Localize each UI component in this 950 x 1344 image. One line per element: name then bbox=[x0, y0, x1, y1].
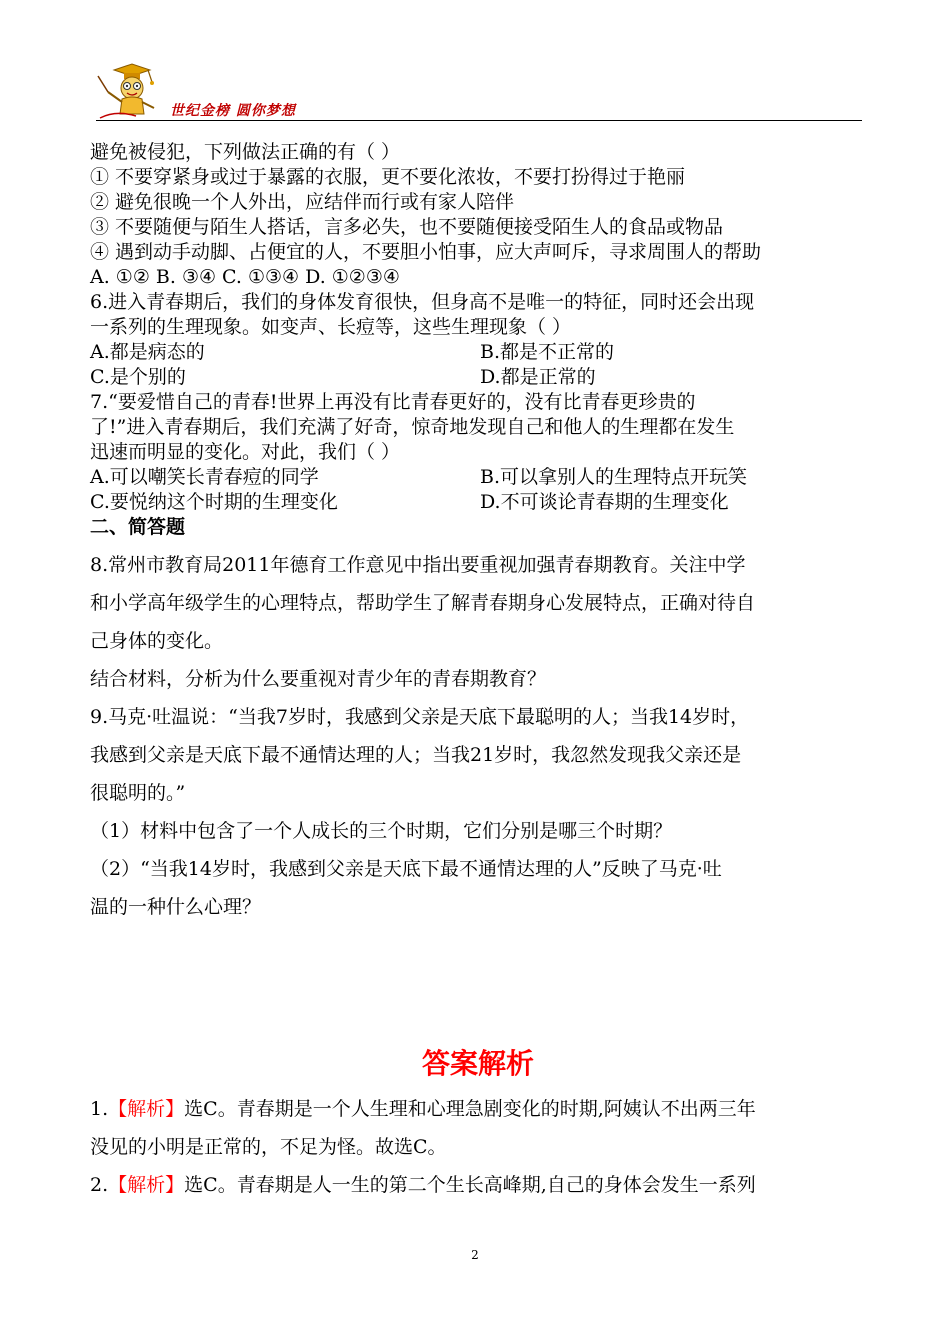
document-body bbox=[90, 140, 866, 1204]
answer-1 bbox=[90, 1090, 866, 1128]
choice-row bbox=[90, 340, 866, 365]
question-6 bbox=[90, 290, 866, 390]
choice-d: D.都是正常的 bbox=[480, 366, 596, 388]
header-slogan: 世纪金榜 圆你梦想 bbox=[170, 103, 296, 119]
question-8 bbox=[90, 546, 866, 698]
answer-choices: A. ①② B. ③④ C. ①③④ D. ①②③④ bbox=[90, 266, 400, 288]
question-5-continuation bbox=[90, 140, 866, 290]
sub-question-2-cont: 温的一种什么心理？ bbox=[90, 896, 262, 918]
question-prompt: 结合材料，分析为什么要重视对青少年的青春期教育？ bbox=[90, 668, 547, 690]
doctor-mascot-logo-icon bbox=[96, 62, 168, 120]
question-text: 己身体的变化。 bbox=[90, 630, 224, 652]
choice-d: D.不可谈论青春期的生理变化 bbox=[480, 491, 729, 513]
answer-text: 选C。青春期是一个人生理和心理急剧变化的时期,阿姨认不出两三年 bbox=[184, 1098, 756, 1120]
choice-a: A.可以嘲笑长青春痘的同学 bbox=[90, 466, 319, 488]
answer-number: 2. bbox=[90, 1174, 109, 1196]
choice-b: B.都是不正常的 bbox=[480, 341, 615, 363]
answers-title: 答案解析 bbox=[421, 1047, 534, 1080]
choice-c: C.是个别的 bbox=[90, 366, 186, 388]
statement-2: ② 避免很晚一个人外出，应结伴而行或有家人陪伴 bbox=[90, 191, 515, 213]
choice-row bbox=[90, 365, 866, 390]
answer-2 bbox=[90, 1166, 866, 1204]
page-header bbox=[96, 62, 862, 122]
section-heading-short-answer: 二、简答题 bbox=[90, 516, 186, 538]
choice-row bbox=[90, 465, 866, 490]
question-text: 和小学高年级学生的心理特点，帮助学生了解青春期身心发展特点，正确对待自 bbox=[90, 592, 756, 614]
question-text: 8.常州市教育局2011年德育工作意见中指出要重视加强青春期教育。关注中学 bbox=[90, 554, 746, 576]
answer-text: 选C。青春期是人一生的第二个生长高峰期,自己的身体会发生一系列 bbox=[184, 1174, 756, 1196]
choice-c: C.要悦纳这个时期的生理变化 bbox=[90, 491, 338, 513]
question-text: 9.马克·吐温说：“当我7岁时，我感到父亲是天底下最聪明的人；当我14岁时， bbox=[90, 706, 750, 728]
question-stem: 避免被侵犯，下列做法正确的有（ ） bbox=[90, 141, 401, 163]
analysis-tag: 【解析】 bbox=[108, 1098, 185, 1120]
answer-number: 1. bbox=[90, 1098, 109, 1120]
answer-explanations bbox=[90, 1090, 866, 1204]
page-number: 2 bbox=[471, 1248, 479, 1262]
question-9 bbox=[90, 698, 866, 926]
choice-b: B.可以拿别人的生理特点开玩笑 bbox=[480, 466, 748, 488]
question-text: 很聪明的。” bbox=[90, 782, 186, 804]
statement-1: ① 不要穿紧身或过于暴露的衣服，更不要化浓妆，不要打扮得过于艳丽 bbox=[90, 166, 686, 188]
answer-1-cont: 没见的小明是正常的，不足为怪。故选C。 bbox=[90, 1136, 447, 1158]
question-text: 了!”进入青春期后，我们充满了好奇，惊奇地发现自己和他人的生理都在发生 bbox=[90, 416, 735, 438]
sub-question-1: （1）材料中包含了一个人成长的三个时期，它们分别是哪三个时期？ bbox=[90, 820, 673, 842]
question-text: 我感到父亲是天底下最不通情达理的人；当我21岁时，我忽然发现我父亲还是 bbox=[90, 744, 742, 766]
question-text: 6.进入青春期后，我们的身体发育很快，但身高不是唯一的特征，同时还会出现 bbox=[90, 291, 755, 313]
statement-3: ③ 不要随便与陌生人搭话，言多必失，也不要随便接受陌生人的食品或物品 bbox=[90, 216, 724, 238]
sub-question-2: （2）“当我14岁时，我感到父亲是天底下最不通情达理的人”反映了马克·吐 bbox=[90, 858, 722, 880]
choice-a: A.都是病态的 bbox=[90, 341, 205, 363]
question-text: 7.“要爱惜自己的青春!世界上再没有比青春更好的，没有比青春更珍贵的 bbox=[90, 391, 696, 413]
header-rule bbox=[96, 120, 862, 121]
question-text: 一系列的生理现象。如变声、长痘等，这些生理现象（ ） bbox=[90, 316, 572, 338]
statement-4: ④ 遇到动手动脚、占便宜的人，不要胆小怕事，应大声呵斥，寻求周围人的帮助 bbox=[90, 241, 762, 263]
question-text: 迅速而明显的变化。对此，我们（ ） bbox=[90, 441, 401, 463]
choice-row bbox=[90, 490, 866, 515]
analysis-tag: 【解析】 bbox=[108, 1174, 185, 1196]
question-7 bbox=[90, 390, 866, 515]
